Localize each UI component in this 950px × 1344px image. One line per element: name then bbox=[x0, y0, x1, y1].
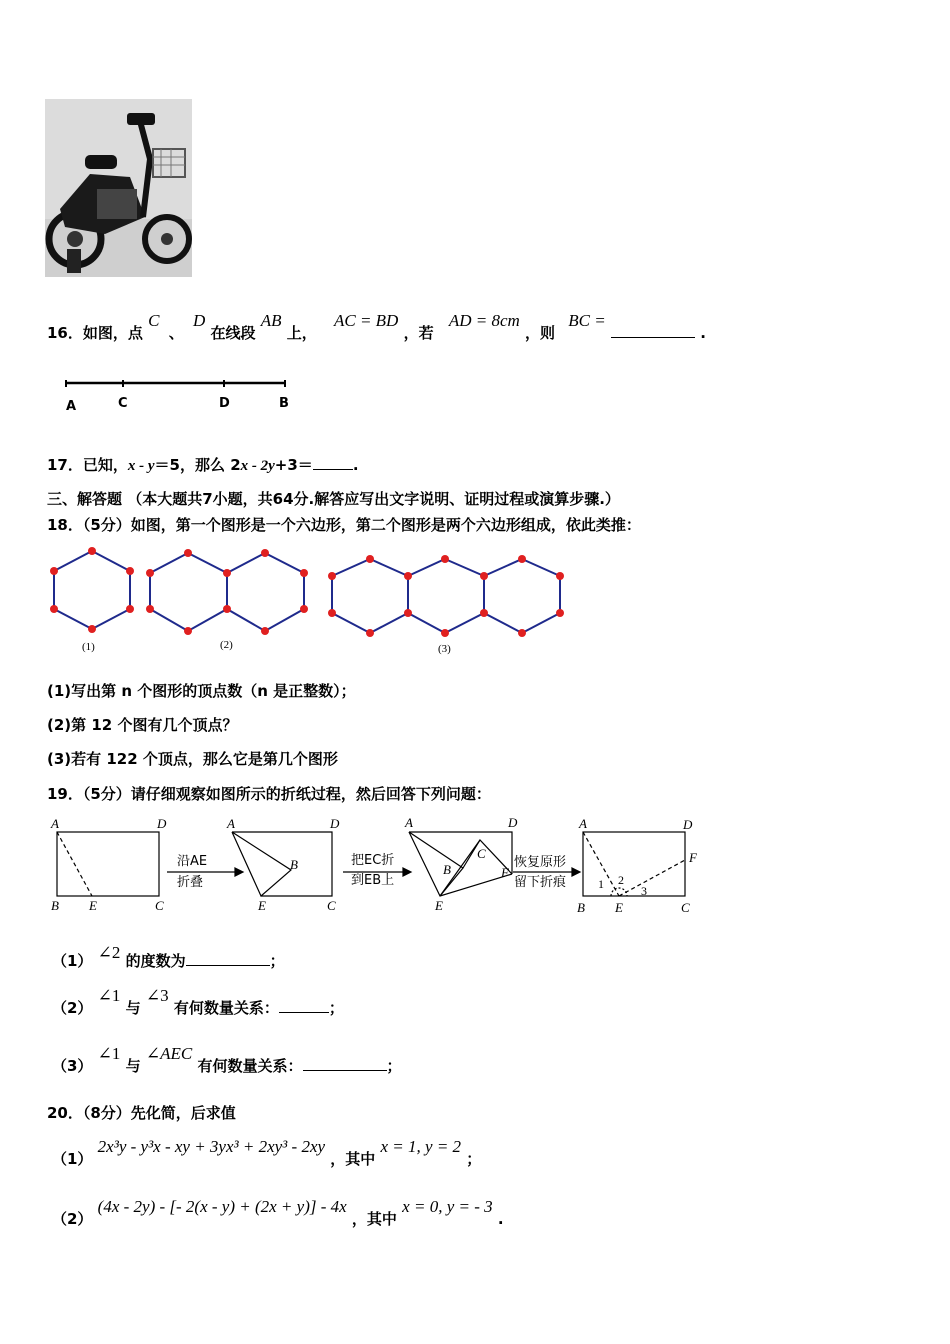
q19-sub2-angle2: ∠3 bbox=[145, 986, 169, 1005]
q16-point-c: C bbox=[148, 311, 160, 330]
q20-sub1-expr: 2x³y - y³x - xy + 3yx³ + 2xy³ - 2xy bbox=[97, 1137, 326, 1156]
q19-sub1 bbox=[52, 944, 285, 972]
fold1-label-e: E bbox=[89, 898, 97, 913]
fold2-label-b: B bbox=[290, 857, 298, 872]
fold1-label-c: C bbox=[155, 898, 164, 913]
q17-end: . bbox=[352, 456, 359, 474]
q19-sub2-end: ； bbox=[328, 999, 344, 1017]
q17-mid2: +3＝ bbox=[274, 456, 313, 474]
q20-sub2-end: . bbox=[497, 1210, 504, 1228]
q20-sub1-where: ，其中 bbox=[330, 1150, 376, 1168]
q19-sub3-blank[interactable] bbox=[303, 1056, 387, 1071]
fold4-label-a: A bbox=[579, 816, 587, 831]
q19-sub3-angle1: ∠1 bbox=[97, 1044, 121, 1063]
hexagon-3c bbox=[484, 559, 560, 633]
arrow1-bottom: 折叠 bbox=[177, 875, 204, 890]
fold3-label-b: B bbox=[443, 862, 451, 877]
arrow2-bottom: 到EB上 bbox=[351, 873, 395, 888]
folding-figure bbox=[45, 812, 705, 922]
fold4-label-d: D bbox=[683, 817, 693, 832]
segment-label-d: D bbox=[219, 396, 230, 411]
question-18-stem: 18．（5分）如图，第一个图形是一个六边形，第二个图形是两个六边形组成，依此类推： bbox=[47, 516, 641, 534]
q17-prefix: 17．已知， bbox=[47, 456, 128, 474]
fold2-label-c: C bbox=[327, 898, 336, 913]
q19-sub3-end: ； bbox=[386, 1057, 402, 1075]
q16-on: 上， bbox=[286, 324, 317, 342]
hexagon-2a bbox=[150, 553, 227, 631]
hexagon-caption-1: (1) bbox=[82, 641, 95, 653]
q19-sub1-blank[interactable] bbox=[186, 951, 270, 966]
section-3-heading: 三、解答题 （本大题共7小题，共64分.解答应写出文字说明、证明过程或演算步骤.） bbox=[47, 490, 620, 508]
q16-answer-blank[interactable] bbox=[611, 323, 695, 338]
fold3-label-c: C bbox=[477, 846, 486, 861]
hexagon-3b bbox=[408, 559, 484, 633]
fold3-label-f: F bbox=[501, 865, 509, 880]
q16-sep: 、 bbox=[168, 324, 184, 342]
q17-expr2: x - 2y bbox=[240, 458, 275, 474]
q19-sub3-prefix: （3） bbox=[52, 1057, 93, 1075]
question-20-stem: 20．（8分）先化简，后求值 bbox=[47, 1104, 236, 1122]
hexagon-1 bbox=[54, 551, 130, 629]
q18-sub3: (3)若有 122 个顶点，那么它是第几个图形 bbox=[47, 750, 338, 768]
fold4-angle-3: 3 bbox=[641, 884, 647, 898]
arrow3-bottom: 留下折痕 bbox=[514, 875, 567, 890]
arrow1-top: 沿AE bbox=[177, 854, 208, 869]
q19-sub1-end: ； bbox=[269, 952, 285, 970]
q16-segment-ab: AB bbox=[260, 311, 282, 330]
q16-eq1: AC = BD bbox=[333, 311, 399, 330]
fold3-label-d: D bbox=[508, 815, 518, 830]
q20-sub2-prefix: （2） bbox=[52, 1210, 93, 1228]
q16-if: ，若 bbox=[403, 324, 434, 342]
q20-sub2 bbox=[52, 1196, 504, 1228]
fold4-label-c: C bbox=[681, 900, 690, 915]
q16-end: . bbox=[700, 324, 706, 342]
fold4-angle-1: 1 bbox=[598, 877, 604, 891]
fold3-label-a: A bbox=[405, 815, 413, 830]
question-16 bbox=[47, 312, 706, 352]
q19-sub3-text: 有何数量关系： bbox=[197, 1057, 303, 1075]
hexagon-2b bbox=[227, 553, 304, 631]
fold4-label-f: F bbox=[689, 850, 697, 865]
q19-sub2-text: 有何数量关系： bbox=[173, 999, 279, 1017]
q20-sub1-prefix: （1） bbox=[52, 1150, 93, 1168]
q19-sub3-with: 与 bbox=[125, 1057, 141, 1075]
segment-figure bbox=[60, 372, 300, 416]
hexagon-3a bbox=[332, 559, 408, 633]
arrow2-top: 把EC折 bbox=[351, 853, 395, 868]
q20-sub2-expr: (4x - 2y) - [- 2(x - y) + (2x + y)] - 4x bbox=[97, 1197, 347, 1216]
q16-eq2: AD = 8cm bbox=[448, 311, 520, 330]
q19-sub3-angle2: ∠AEC bbox=[145, 1044, 193, 1063]
q18-sub1: (1)写出第 n 个图形的顶点数（n 是正整数）； bbox=[47, 682, 356, 700]
q19-sub2-with: 与 bbox=[125, 999, 141, 1017]
q17-mid1: ＝5，那么 2 bbox=[154, 456, 241, 474]
q17-answer-blank[interactable] bbox=[313, 455, 353, 470]
fold4-label-e: E bbox=[615, 900, 623, 915]
q16-number: 16．如图，点 bbox=[47, 324, 143, 342]
fold4-angle-2: 2 bbox=[618, 873, 624, 887]
q17-expr1: x - y bbox=[127, 458, 155, 474]
q20-sub1 bbox=[52, 1136, 481, 1168]
fold3-label-e: E bbox=[435, 898, 443, 913]
question-17 bbox=[47, 454, 359, 475]
q18-sub2: (2)第 12 个图有几个顶点？ bbox=[47, 716, 238, 734]
hexagon-caption-3: (3) bbox=[438, 643, 451, 655]
fold2-label-a: A bbox=[227, 816, 235, 831]
q19-sub2-angle1: ∠1 bbox=[97, 986, 121, 1005]
q19-sub1-angle: ∠2 bbox=[97, 943, 121, 962]
q16-then: ，则 bbox=[525, 324, 556, 342]
bicycle-photo bbox=[45, 99, 192, 277]
hexagon-caption-2: (2) bbox=[220, 639, 233, 651]
segment-label-c: C bbox=[118, 396, 128, 411]
q20-sub2-where: ，其中 bbox=[351, 1210, 397, 1228]
segment-label-a: A bbox=[66, 399, 77, 414]
segment-label-b: B bbox=[279, 396, 289, 411]
fold1-label-d: D bbox=[157, 816, 167, 831]
q16-point-d: D bbox=[192, 311, 206, 330]
q19-sub2 bbox=[52, 985, 344, 1017]
q19-sub2-blank[interactable] bbox=[279, 998, 329, 1013]
question-19-stem: 19．（5分）请仔细观察如图所示的折纸过程，然后回答下列问题： bbox=[47, 785, 491, 803]
fold2-label-e: E bbox=[258, 898, 266, 913]
q19-sub3 bbox=[52, 1043, 402, 1075]
fold4-label-b: B bbox=[577, 900, 585, 915]
fold2-label-d: D bbox=[330, 816, 340, 831]
q16-on-segment: 在线段 bbox=[210, 324, 256, 342]
hexagon-figure bbox=[40, 540, 580, 660]
q20-sub1-vals: x = 1, y = 2 bbox=[380, 1137, 462, 1156]
fold1-label-a: A bbox=[51, 816, 59, 831]
fold1-label-b: B bbox=[51, 898, 59, 913]
arrow3-top: 恢复原形 bbox=[514, 855, 567, 870]
q16-eq3: BC = bbox=[568, 311, 606, 330]
q20-sub1-end: ； bbox=[466, 1150, 482, 1168]
q19-sub2-prefix: （2） bbox=[52, 999, 93, 1017]
q19-sub1-text: 的度数为 bbox=[125, 952, 186, 970]
q20-sub2-vals: x = 0, y = - 3 bbox=[402, 1197, 493, 1216]
q19-sub1-prefix: （1） bbox=[52, 952, 93, 970]
